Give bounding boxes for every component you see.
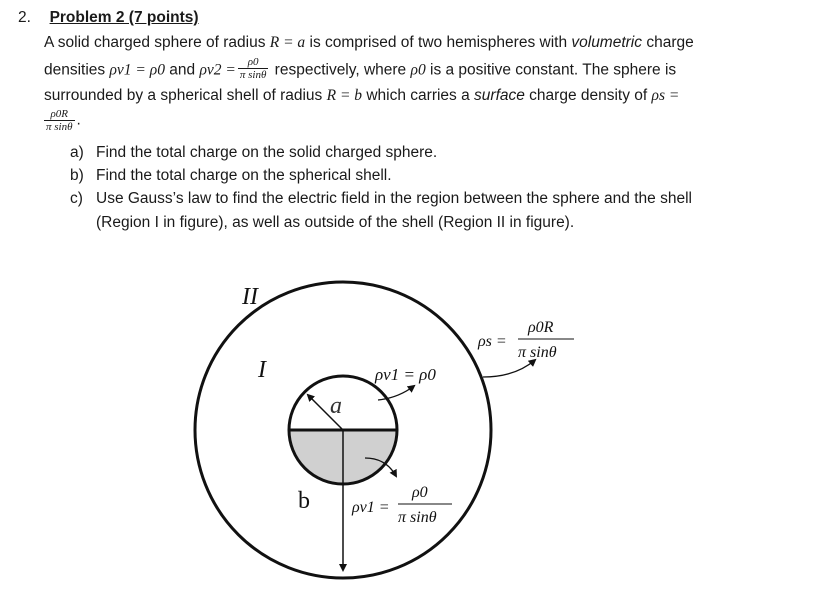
fraction-denominator: π sinθ: [46, 121, 73, 133]
math-radius-b: R = b: [326, 87, 363, 104]
math-rho-v2: ρv2 =: [199, 61, 236, 79]
list-item-text: Use Gauss’s law to find the electric field in the region between the sphere and the shell: [96, 190, 692, 207]
text-segment: A solid charged sphere of radius: [44, 34, 270, 51]
region-i-label: I: [258, 357, 266, 383]
lower-density-lhs: ρv1 =: [352, 499, 390, 516]
upper-density-label: ρv1 = ρ0: [375, 365, 436, 384]
text-segment: is comprised of two hemispheres with: [305, 34, 572, 51]
text-segment: is a positive constant. The sphere is: [425, 61, 677, 79]
text-segment: and: [164, 61, 200, 79]
fraction-denominator: π sinθ: [239, 69, 267, 81]
sentence-end: .: [76, 111, 81, 129]
fraction-numerator: ρ0R: [44, 108, 75, 121]
text-segment: which carries a: [362, 87, 475, 104]
lower-density-numerator: ρ0: [412, 484, 428, 501]
list-item-label: b): [70, 167, 84, 184]
math-rho-s: ρs =: [651, 87, 680, 104]
text-segment: densities: [44, 61, 110, 79]
surface-density-denominator: π sinθ: [518, 344, 557, 361]
emphasis-surface: surface: [474, 87, 525, 104]
math-rho-0: ρ0: [410, 61, 426, 79]
region-ii-label: II: [242, 284, 258, 310]
list-item-continuation: (Region I in figure), as well as outside of the shell (Region II in figure).: [96, 214, 575, 231]
radius-b-label: b: [298, 488, 310, 514]
math-rho-v1: ρv1 = ρ0: [109, 61, 165, 79]
list-item-label: c): [70, 190, 83, 207]
list-item-text: Find the total charge on the solid charged sphere.: [96, 144, 438, 161]
text-segment: charge density of: [524, 87, 652, 104]
lower-density-denominator: π sinθ: [398, 509, 437, 526]
math-radius-a: R = a: [269, 34, 306, 51]
list-item-text: Find the total charge on the spherical shell.: [96, 167, 392, 184]
text-segment: charge: [642, 34, 694, 51]
problem-number: 2.: [18, 9, 31, 26]
radius-a-label: a: [330, 393, 342, 419]
fraction-numerator: ρ0: [238, 56, 269, 69]
emphasis-volumetric: volumetric: [571, 34, 643, 51]
surface-density-lhs: ρs =: [478, 333, 507, 350]
problem-heading: Problem 2 (7 points): [49, 9, 199, 26]
surface-density-numerator: ρ0R: [528, 319, 554, 336]
text-segment: respectively, where: [270, 61, 411, 79]
surface-density-pointer: [483, 360, 535, 377]
list-item-label: a): [70, 144, 84, 161]
text-segment: surrounded by a spherical shell of radius: [44, 87, 327, 104]
